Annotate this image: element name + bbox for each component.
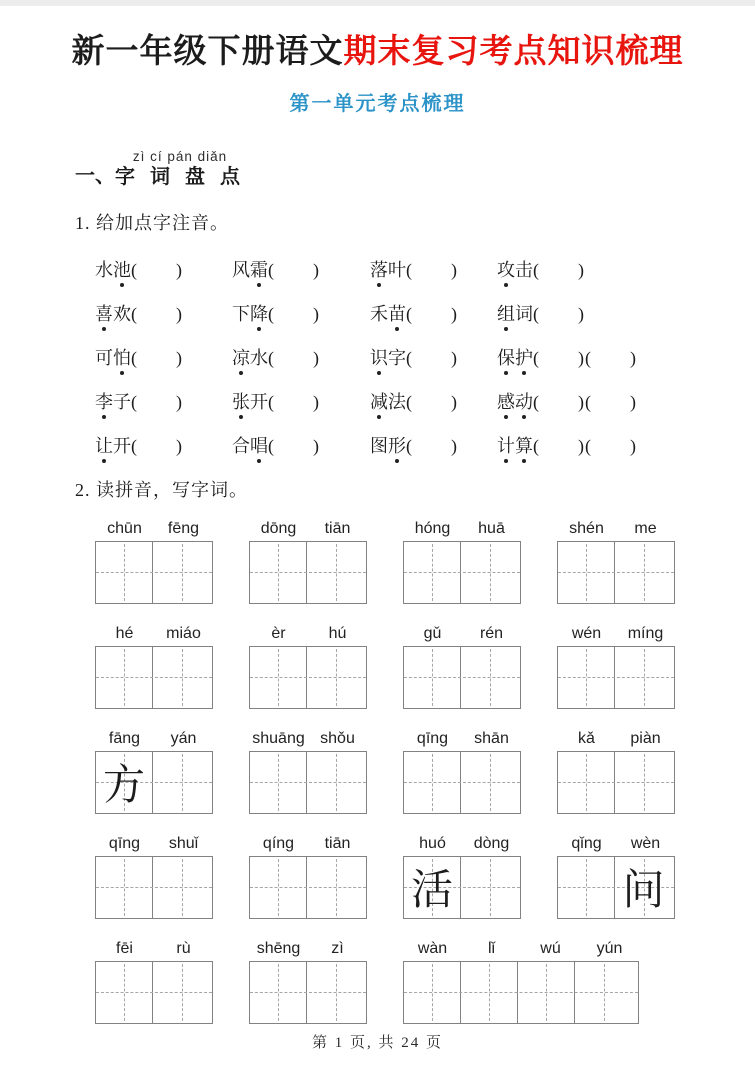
pinyin-writing-group <box>557 831 675 919</box>
writing-cell <box>307 857 364 918</box>
pinyin-label: zì <box>331 939 344 957</box>
word-character: 组 <box>497 303 515 324</box>
pinyin-writing-group <box>95 726 213 814</box>
section-number: 一、 <box>75 164 115 187</box>
pinyin-label: rù <box>176 939 191 957</box>
prewritten-character <box>307 542 364 603</box>
answer-parens: ( ) <box>131 347 183 368</box>
writing-cell <box>307 752 364 813</box>
prewritten-character <box>404 542 460 603</box>
pinyin-word-item <box>95 300 232 326</box>
pinyin-word-item <box>370 300 497 326</box>
question-1-label: 1. 给加点字注音。 <box>75 212 229 233</box>
pinyin-writing-group <box>249 831 367 919</box>
pinyin-label: fēi <box>116 939 133 957</box>
writing-grid <box>249 961 367 1024</box>
writing-grid <box>95 856 213 919</box>
pinyin-label: me <box>634 519 657 537</box>
prewritten-character <box>558 752 614 813</box>
writing-grid <box>95 541 213 604</box>
word-character: 唱 <box>250 435 268 456</box>
ex1-row <box>95 379 755 423</box>
pinyin-writing-group <box>403 621 521 709</box>
pinyin-label: dōng <box>260 519 297 537</box>
prewritten-character <box>250 752 306 813</box>
writing-grid <box>95 961 213 1024</box>
writing-cell <box>153 857 210 918</box>
word-character: 李 <box>95 391 113 412</box>
word-character: 下 <box>232 303 250 324</box>
word-character: 欢 <box>113 303 131 324</box>
ex1-row <box>95 291 755 335</box>
writing-cell <box>404 752 461 813</box>
pinyin-word-item <box>497 388 755 414</box>
writing-cell <box>250 647 307 708</box>
writing-grid <box>249 856 367 919</box>
pinyin-word-item <box>370 344 497 370</box>
word-character: 水 <box>250 347 268 368</box>
pinyin-label: tiān <box>324 519 351 537</box>
writing-grid <box>403 541 521 604</box>
pinyin-label: qīng <box>108 834 141 852</box>
writing-cell <box>461 962 518 1023</box>
section-heading-text: 字 词 盘 点 <box>115 165 245 188</box>
answer-parens: ( ) <box>268 435 320 456</box>
pinyin-writing-group <box>557 516 675 604</box>
writing-cell <box>615 752 672 813</box>
exercise-1 <box>95 247 755 467</box>
word-character: 禾 <box>370 303 388 324</box>
word-character: 子 <box>113 391 131 412</box>
pinyin-writing-group <box>403 831 521 919</box>
writing-cell <box>615 857 672 918</box>
word-character: 可 <box>95 347 113 368</box>
pinyin-label: shén <box>569 519 604 537</box>
pinyin-label: hú <box>328 624 347 642</box>
ex2-row <box>95 726 755 814</box>
answer-parens: ( ) <box>406 259 458 280</box>
page-top-edge <box>0 0 755 6</box>
prewritten-character <box>96 857 152 918</box>
word-character: 风 <box>232 259 250 280</box>
ex2-row <box>95 621 755 709</box>
pinyin-writing-group <box>95 936 213 1024</box>
word-character: 降 <box>250 303 268 324</box>
pinyin-label: gǔ <box>423 624 442 642</box>
ex2-row <box>95 936 755 1024</box>
pinyin-label: yán <box>170 729 197 747</box>
prewritten-character <box>404 962 460 1023</box>
page-subtitle: 第一单元考点梳理 <box>289 93 466 116</box>
prewritten-character <box>307 962 364 1023</box>
title-red-part: 期末复习考点知识梳理 <box>343 34 684 70</box>
exercise-2 <box>95 516 755 1024</box>
prewritten-character <box>250 962 306 1023</box>
word-character: 击 <box>515 259 533 280</box>
writing-grid <box>557 541 675 604</box>
prewritten-character <box>615 542 672 603</box>
ex2-row <box>95 516 755 604</box>
word-character: 攻 <box>497 259 515 280</box>
ex2-row <box>95 831 755 919</box>
pinyin-writing-group <box>403 516 521 604</box>
pinyin-label: wú <box>540 939 561 957</box>
pinyin-label: shuǐ <box>168 834 199 852</box>
section-heading <box>75 150 755 187</box>
pinyin-word-item <box>497 256 755 282</box>
word-character: 计 <box>497 435 515 456</box>
word-character: 图 <box>370 435 388 456</box>
prewritten-character <box>404 752 460 813</box>
prewritten-character <box>153 752 210 813</box>
word-character: 池 <box>113 259 131 280</box>
pinyin-writing-group <box>557 726 675 814</box>
pinyin-label: wén <box>571 624 602 642</box>
pinyin-writing-group <box>249 936 367 1024</box>
writing-grid <box>403 751 521 814</box>
writing-cell <box>404 857 461 918</box>
writing-cell <box>558 542 615 603</box>
pinyin-label: tiān <box>324 834 351 852</box>
pinyin-label: èr <box>271 624 286 642</box>
pinyin-writing-group <box>249 621 367 709</box>
prewritten-character <box>615 752 672 813</box>
pinyin-word-item <box>95 432 232 458</box>
prewritten-character <box>96 647 152 708</box>
writing-cell <box>404 647 461 708</box>
word-character: 喜 <box>95 303 113 324</box>
prewritten-character <box>461 962 517 1023</box>
writing-grid <box>249 646 367 709</box>
writing-cell <box>558 857 615 918</box>
prewritten-character <box>153 647 210 708</box>
writing-cell <box>250 962 307 1023</box>
prewritten-character <box>558 647 614 708</box>
pinyin-word-item <box>232 256 370 282</box>
word-character: 法 <box>388 391 406 412</box>
prewritten-character: 方 <box>102 763 145 810</box>
pinyin-word-item <box>497 344 755 370</box>
writing-grid <box>557 856 675 919</box>
prewritten-character <box>250 542 306 603</box>
title-black-part: 新一年级下册语文 <box>71 34 344 70</box>
pinyin-label: shuāng <box>252 729 305 747</box>
pinyin-label: qíng <box>262 834 295 852</box>
word-character: 怕 <box>113 347 131 368</box>
ex1-row <box>95 335 755 379</box>
word-character: 护 <box>515 347 533 368</box>
pinyin-label: chūn <box>107 519 142 537</box>
writing-cell <box>250 752 307 813</box>
pinyin-label: huó <box>419 834 446 852</box>
pinyin-label: yún <box>596 939 623 957</box>
pinyin-writing-group <box>557 621 675 709</box>
word-character: 开 <box>113 435 131 456</box>
writing-cell <box>153 752 210 813</box>
word-character: 词 <box>515 303 533 324</box>
prewritten-character <box>461 857 518 918</box>
pinyin-label: miáo <box>166 624 201 642</box>
word-character: 落 <box>370 259 388 280</box>
answer-parens: ( ) <box>406 347 458 368</box>
word-character: 开 <box>250 391 268 412</box>
pinyin-label: wàn <box>417 939 448 957</box>
writing-cell <box>250 857 307 918</box>
answer-parens: ( ) <box>406 435 458 456</box>
writing-cell <box>461 647 518 708</box>
pinyin-label: hóng <box>414 519 451 537</box>
writing-grid <box>95 751 213 814</box>
word-character: 动 <box>515 391 533 412</box>
answer-parens: ( )( ) <box>533 435 637 456</box>
answer-parens: ( ) <box>131 435 183 456</box>
pinyin-label: kǎ <box>578 729 595 747</box>
answer-parens: ( ) <box>268 347 320 368</box>
writing-cell <box>153 647 210 708</box>
answer-parens: ( ) <box>268 303 320 324</box>
word-character: 合 <box>232 435 250 456</box>
prewritten-character <box>404 647 460 708</box>
answer-parens: ( ) <box>406 391 458 412</box>
pinyin-label: huā <box>478 519 505 537</box>
pinyin-label: fāng <box>108 729 141 747</box>
word-character: 保 <box>497 347 515 368</box>
writing-cell <box>96 962 153 1023</box>
pinyin-word-item <box>95 388 232 414</box>
prewritten-character: 活 <box>410 868 453 915</box>
answer-parens: ( ) <box>406 303 458 324</box>
section-heading-ruby <box>115 150 245 187</box>
writing-cell <box>404 542 461 603</box>
answer-parens: ( ) <box>131 303 183 324</box>
writing-cell <box>96 542 153 603</box>
pinyin-label: shān <box>474 729 509 747</box>
word-character: 让 <box>95 435 113 456</box>
pinyin-word-item <box>370 256 497 282</box>
pinyin-writing-group <box>95 831 213 919</box>
writing-grid <box>95 646 213 709</box>
pinyin-word-item <box>95 256 232 282</box>
writing-cell <box>307 962 364 1023</box>
word-character: 识 <box>370 347 388 368</box>
writing-cell <box>96 752 153 813</box>
pinyin-label: shēng <box>256 939 301 957</box>
writing-cell <box>461 542 518 603</box>
prewritten-character <box>307 647 364 708</box>
answer-parens: ( ) <box>268 259 320 280</box>
prewritten-character <box>96 962 152 1023</box>
word-character: 算 <box>515 435 533 456</box>
word-character: 水 <box>95 259 113 280</box>
pinyin-label: shǒu <box>320 729 355 747</box>
writing-grid <box>403 646 521 709</box>
pinyin-word-item <box>370 388 497 414</box>
writing-cell <box>615 647 672 708</box>
pinyin-writing-group <box>403 936 639 1024</box>
pinyin-word-item <box>232 300 370 326</box>
word-character: 感 <box>497 391 515 412</box>
pinyin-label: dòng <box>473 834 510 852</box>
writing-grid <box>249 751 367 814</box>
pinyin-label: wèn <box>630 834 661 852</box>
pinyin-writing-group <box>95 516 213 604</box>
writing-cell <box>307 647 364 708</box>
prewritten-character <box>575 962 632 1023</box>
prewritten-character <box>153 857 210 918</box>
answer-parens: ( ) <box>268 391 320 412</box>
pinyin-word-item <box>497 300 755 326</box>
section-heading-pinyin: zì cí pán diǎn <box>132 149 228 165</box>
word-character: 苗 <box>388 303 406 324</box>
word-character: 减 <box>370 391 388 412</box>
writing-cell <box>575 962 632 1023</box>
writing-cell <box>153 962 210 1023</box>
answer-parens: ( ) <box>131 391 183 412</box>
prewritten-character <box>615 647 672 708</box>
writing-cell <box>558 752 615 813</box>
writing-cell <box>96 647 153 708</box>
prewritten-character <box>461 542 518 603</box>
pinyin-label: lǐ <box>487 939 496 957</box>
question-2-label: 2. 读拼音，写字词。 <box>75 479 248 500</box>
word-character: 叶 <box>388 259 406 280</box>
prewritten-character <box>307 752 364 813</box>
word-character: 凉 <box>232 347 250 368</box>
prewritten-character <box>153 542 210 603</box>
prewritten-character <box>461 752 518 813</box>
ex1-row <box>95 423 755 467</box>
writing-cell <box>461 752 518 813</box>
pinyin-word-item <box>95 344 232 370</box>
answer-parens: ( ) <box>131 259 183 280</box>
page-footer: 第 1 页, 共 24 页 <box>311 1035 443 1051</box>
pinyin-writing-group <box>95 621 213 709</box>
answer-parens: ( ) <box>533 303 585 324</box>
writing-grid <box>403 961 639 1024</box>
writing-cell <box>461 857 518 918</box>
writing-grid <box>557 751 675 814</box>
prewritten-character <box>307 857 364 918</box>
prewritten-character <box>96 542 152 603</box>
writing-cell <box>307 542 364 603</box>
ex1-row <box>95 247 755 291</box>
writing-cell <box>153 542 210 603</box>
pinyin-writing-group <box>249 726 367 814</box>
prewritten-character <box>518 962 574 1023</box>
answer-parens: ( ) <box>533 259 585 280</box>
writing-grid <box>403 856 521 919</box>
prewritten-character <box>153 962 210 1023</box>
pinyin-label: míng <box>627 624 664 642</box>
writing-cell <box>250 542 307 603</box>
pinyin-label: qīng <box>416 729 449 747</box>
writing-cell <box>404 962 461 1023</box>
pinyin-label: qǐng <box>571 834 602 852</box>
word-character: 形 <box>388 435 406 456</box>
writing-cell <box>96 857 153 918</box>
pinyin-label: piàn <box>630 729 661 747</box>
pinyin-writing-group <box>249 516 367 604</box>
prewritten-character <box>250 857 306 918</box>
pinyin-word-item <box>232 388 370 414</box>
pinyin-label: fēng <box>167 519 200 537</box>
answer-parens: ( )( ) <box>533 347 637 368</box>
prewritten-character: 问 <box>622 868 665 915</box>
prewritten-character <box>250 647 306 708</box>
writing-cell <box>615 542 672 603</box>
word-character: 张 <box>232 391 250 412</box>
prewritten-character <box>461 647 518 708</box>
page-title <box>0 34 755 70</box>
prewritten-character <box>558 857 614 918</box>
writing-cell <box>518 962 575 1023</box>
writing-grid <box>249 541 367 604</box>
pinyin-label: hé <box>115 624 134 642</box>
pinyin-word-item <box>232 432 370 458</box>
prewritten-character <box>558 542 614 603</box>
word-character: 霜 <box>250 259 268 280</box>
pinyin-word-item <box>232 344 370 370</box>
pinyin-word-item <box>370 432 497 458</box>
word-character: 字 <box>388 347 406 368</box>
pinyin-word-item <box>497 432 755 458</box>
answer-parens: ( )( ) <box>533 391 637 412</box>
pinyin-label: rén <box>479 624 504 642</box>
writing-cell <box>558 647 615 708</box>
writing-grid <box>557 646 675 709</box>
pinyin-writing-group <box>403 726 521 814</box>
